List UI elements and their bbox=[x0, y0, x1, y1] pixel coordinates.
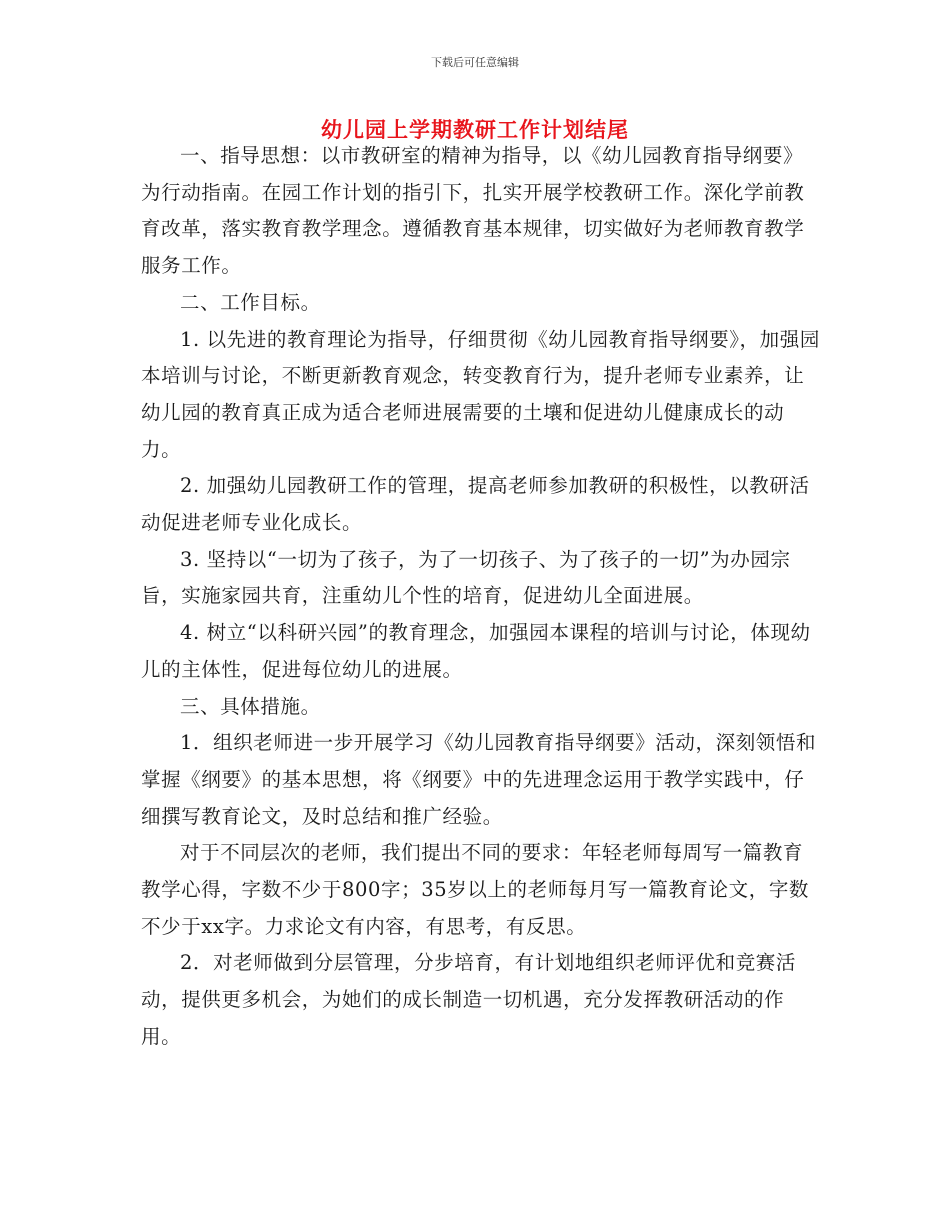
document-title: 幼儿园上学期教研工作计划结尾 bbox=[321, 118, 629, 142]
paragraph-goal-1: 1. 以先进的教育理论为指导，仔细贯彻《幼儿园教育指导纲要》，加强园本培训与讨论，不断更新教育观念，转变教育行为，提升老师专业素养，让幼儿园的教育真正成为适合老师进展需要的土壤和促进幼儿健康成长的动力。 bbox=[141, 327, 820, 461]
paragraph-guiding-ideology: 一、指导思想：以市教研室的精神为指导，以《幼儿园教育指导纲要》为行动指南。在园工作计划的指引下，扎实开展学校教研工作。深化学前教育改革，落实教育教学理念。遵循教育基本规律，切实做好为老师教育教学服务工作。 bbox=[141, 144, 805, 278]
paragraph-measure-2: 2．对老师做到分层管理，分步培育，有计划地组织老师评优和竞赛活动，提供更多机会，为她们的成长制造一切机遇，充分发挥教研活动的作用。 bbox=[141, 951, 797, 1048]
paragraph-goal-4: 4. 树立“以科研兴园”的教育理念，加强园本课程的培训与讨论，体现幼儿的主体性，促进每位幼儿的进展。 bbox=[141, 621, 811, 681]
page-header-note: 下载后可任意编辑 bbox=[431, 56, 519, 69]
heading-work-goals: 二、工作目标。 bbox=[180, 290, 321, 314]
document-body bbox=[141, 138, 821, 1056]
paragraph-measure-1: 1．组织老师进一步开展学习《幼儿园教育指导纲要》活动，深刻领悟和掌握《纲要》的基本思想，将《纲要》中的先进理念运用于教学实践中，仔细撰写教育论文，及时总结和推广经验。 bbox=[141, 731, 817, 828]
paragraph-goal-2: 2. 加强幼儿园教研工作的管理，提高老师参加教研的积极性，以教研活动促进老师专业化成长。 bbox=[141, 474, 810, 535]
heading-specific-measures: 三、具体措施。 bbox=[180, 694, 321, 718]
paragraph-measure-1-detail: 对于不同层次的老师，我们提出不同的要求：年轻老师每周写一篇教育教学心得，字数不少于800字；35岁以上的老师每月写一篇教育论文，字数不少于xx字。力求论文有内容，有思考，有反思。 bbox=[141, 841, 810, 938]
paragraph-goal-3: 3. 坚持以“一切为了孩子，为了一切孩子、为了孩子的一切”为办园宗旨，实施家园共育，注重幼儿个性的培育，促进幼儿全面进展。 bbox=[141, 547, 791, 608]
